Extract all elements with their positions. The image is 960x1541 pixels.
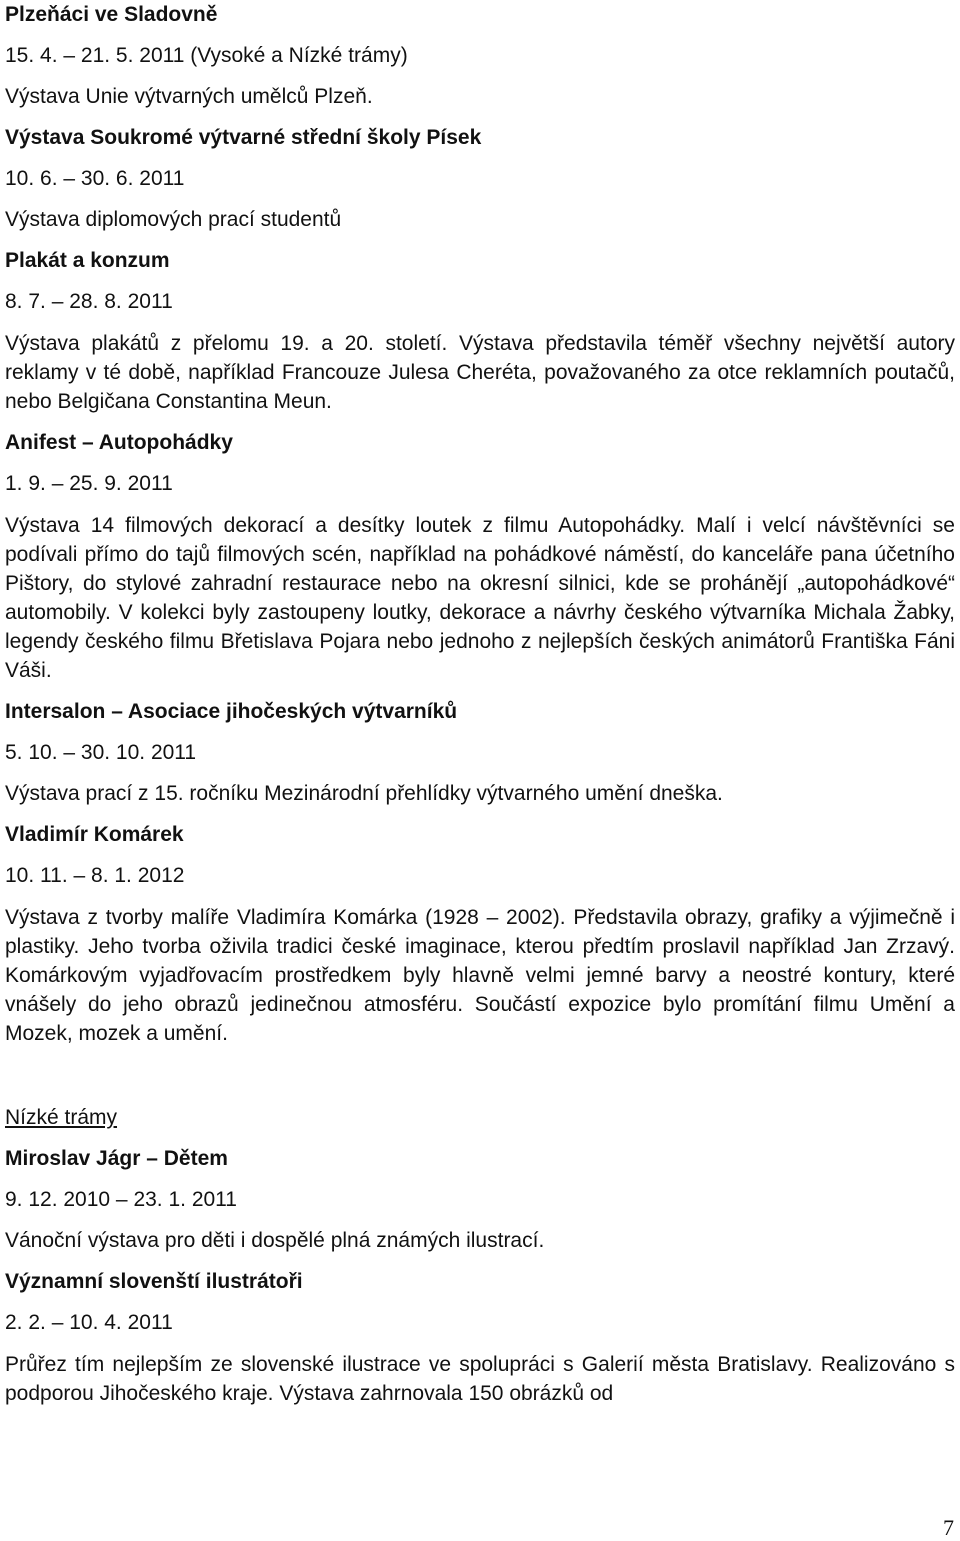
exhibition-title: Plzeňáci ve Sladovně [5, 3, 218, 26]
exhibition-date: 2. 2. – 10. 4. 2011 [5, 1311, 173, 1334]
exhibition-intersalon [5, 698, 955, 808]
exhibition-description: Výstava z tvorby malíře Vladimíra Komárka (1928 – 2002). Představila obrazy, grafiky a výjimečně i plastiky. Jeho tvorba oživila tradici české imaginace, kterou předtím proslavil například Jan Zrzavý. Komárkovým vyjadřovacím prostředkem byly hlavně velmi jemné barvy a neostré kontury, které vnášely do jeho obrazů jedinečnou atmosféru. Součástí expozice bylo promítání filmu Umění a Mozek, mozek a umění. [5, 906, 955, 1045]
exhibition-plakat [5, 247, 955, 416]
exhibition-title: Miroslav Jágr – Dětem [5, 1147, 228, 1170]
exhibition-date: 1. 9. – 25. 9. 2011 [5, 472, 173, 495]
exhibition-date: 10. 11. – 8. 1. 2012 [5, 864, 185, 887]
exhibition-title: Významní slovenští ilustrátoři [5, 1270, 303, 1293]
exhibition-title: Intersalon – Asociace jihočeských výtvarníků [5, 700, 458, 723]
exhibition-title: Výstava Soukromé výtvarné střední školy Písek [5, 126, 482, 149]
exhibition-pisek [5, 124, 955, 234]
exhibition-date: 8. 7. – 28. 8. 2011 [5, 290, 173, 313]
exhibition-jagr [5, 1145, 955, 1255]
exhibition-title: Plakát a konzum [5, 249, 170, 272]
exhibition-slovensti [5, 1268, 955, 1408]
venue-heading: Nízké trámy [5, 1106, 118, 1129]
exhibition-date: 10. 6. – 30. 6. 2011 [5, 167, 185, 190]
exhibition-title: Vladimír Komárek [5, 823, 184, 846]
exhibition-komarek [5, 821, 955, 1048]
document-page [5, 0, 955, 1408]
exhibition-title: Anifest – Autopohádky [5, 431, 233, 454]
exhibition-description: Výstava prací z 15. ročníku Mezinárodní přehlídky výtvarného umění dneška. [5, 782, 723, 805]
exhibition-description: Vánoční výstava pro děti i dospělé plná známých ilustrací. [5, 1229, 545, 1252]
exhibition-anifest [5, 429, 955, 685]
exhibition-date: 15. 4. – 21. 5. 2011 (Vysoké a Nízké trámy) [5, 44, 408, 67]
exhibition-description: Výstava Unie výtvarných umělců Plzeň. [5, 85, 373, 108]
exhibition-date: 5. 10. – 30. 10. 2011 [5, 741, 197, 764]
exhibition-description: Výstava plakátů z přelomu 19. a 20. století. Výstava představila téměř všechny největší autory reklamy v té době, například Francouze Julesa Cheréta, považovaného za otce reklamních poutačů, nebo Belgičana Constantina Meun. [5, 332, 955, 413]
exhibition-date: 9. 12. 2010 – 23. 1. 2011 [5, 1188, 237, 1211]
exhibition-plzenaci [5, 0, 955, 111]
page-number: 7 [943, 1515, 954, 1540]
exhibition-description: Výstava diplomových prací studentů [5, 208, 342, 231]
exhibition-description: Průřez tím nejlepším ze slovenské ilustrace ve spolupráci s Galerií města Bratislavy. Realizováno s podporou Jihočeského kraje. Výstava zahrnovala 150 obrázků od [5, 1353, 955, 1405]
exhibition-description: Výstava 14 filmových dekorací a desítky loutek z filmu Autopohádky. Malí i velcí návštěvníci se podívali přímo do tajů filmových scén, například na pohádkové náměstí, do kanceláře pana účetního Pištory, do stylové zahradní restaurace nebo na okresní silnici, kde se prohánějí „autopohádkové“ automobily. V kolekci byly zastoupeny loutky, dekorace a návrhy českého výtvarníka Michala Žabky, legendy českého filmu Břetislava Pojara nebo jednoho z nejlepších českých animátorů Františka Fáni Váši. [5, 514, 955, 682]
